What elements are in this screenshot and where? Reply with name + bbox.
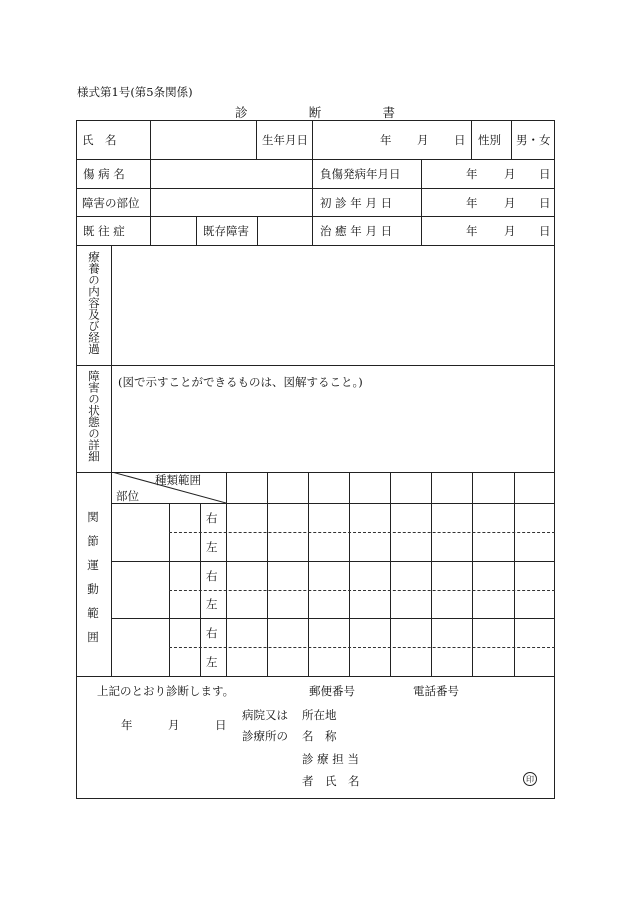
cell-divider bbox=[421, 159, 422, 245]
cell-divider bbox=[150, 120, 151, 159]
injury-onset-date-label: 負傷発病年月日 bbox=[320, 167, 401, 181]
hospital-label-line1: 病院又は bbox=[242, 708, 288, 722]
first-visit-day-unit: 日 bbox=[539, 196, 551, 210]
existing-disability-label: 既存障害 bbox=[203, 224, 249, 238]
address-label: 所在地 bbox=[302, 708, 337, 722]
cell-divider bbox=[312, 159, 313, 245]
name-label: 氏 名 bbox=[82, 133, 117, 147]
row-divider bbox=[76, 159, 555, 160]
postal-code-label: 郵便番号 bbox=[309, 684, 355, 698]
type-range-label: 種類範囲 bbox=[155, 473, 201, 487]
facility-name-label: 名 称 bbox=[302, 729, 337, 743]
seal-mark-icon: 印 bbox=[523, 772, 537, 786]
left-label: 左 bbox=[206, 655, 218, 669]
sex-label: 性別 bbox=[478, 133, 501, 147]
form-code: 様式第1号(第5条関係) bbox=[77, 85, 193, 99]
joint-range-label: 関 節 運 動 範 囲 bbox=[87, 510, 99, 644]
injury-day-unit: 日 bbox=[539, 167, 551, 181]
injury-month-unit: 月 bbox=[504, 167, 516, 181]
first-visit-date-label: 初 診 年 月 日 bbox=[320, 196, 393, 210]
title-char-2: 断 bbox=[308, 105, 322, 120]
grid-dashed-divider bbox=[169, 590, 555, 591]
disability-site-label: 障害の部位 bbox=[82, 196, 140, 210]
right-label: 右 bbox=[206, 511, 218, 525]
cell-divider bbox=[196, 216, 197, 245]
issue-month-unit: 月 bbox=[168, 718, 180, 732]
cell-divider bbox=[111, 245, 112, 676]
left-label: 左 bbox=[206, 540, 218, 554]
disease-name-label: 傷 病 名 bbox=[83, 167, 125, 181]
left-label: 左 bbox=[206, 597, 218, 611]
grid-dashed-divider bbox=[169, 532, 555, 533]
first-visit-year-unit: 年 bbox=[466, 196, 478, 210]
cure-day-unit: 日 bbox=[539, 224, 551, 238]
treatment-content-label: 療養の内容及び経過 bbox=[87, 251, 101, 355]
cure-date-label: 治 癒 年 月 日 bbox=[320, 224, 393, 238]
doctor-label-line2: 者 氏 名 bbox=[302, 774, 360, 788]
injury-year-unit: 年 bbox=[466, 167, 478, 181]
cell-divider bbox=[312, 120, 313, 159]
issue-year-unit: 年 bbox=[121, 718, 133, 732]
phone-number-label: 電話番号 bbox=[413, 684, 459, 698]
cure-month-unit: 月 bbox=[504, 224, 516, 238]
birth-month-unit: 月 bbox=[417, 133, 429, 147]
row-divider bbox=[76, 676, 555, 677]
right-label: 右 bbox=[206, 569, 218, 583]
cell-divider bbox=[257, 216, 258, 245]
birth-date-label: 生年月日 bbox=[262, 133, 308, 147]
title-char-3: 書 bbox=[382, 105, 395, 120]
doctor-label-line1: 診 療 担 当 bbox=[302, 752, 359, 766]
cell-divider bbox=[511, 120, 512, 159]
diagnosis-statement: 上記のとおり診断します。 bbox=[97, 684, 235, 698]
grid-row-divider bbox=[111, 503, 555, 504]
medical-history-label: 既 往 症 bbox=[83, 224, 125, 238]
row-divider bbox=[76, 245, 555, 246]
hospital-label-line2: 診療所の bbox=[242, 729, 288, 743]
grid-row-divider bbox=[111, 561, 555, 562]
birth-day-unit: 日 bbox=[454, 133, 466, 147]
cell-divider bbox=[471, 120, 472, 159]
disability-details-label: 障害の状態の詳細 bbox=[87, 370, 101, 462]
cure-year-unit: 年 bbox=[466, 224, 478, 238]
cell-divider bbox=[256, 120, 257, 159]
part-label: 部位 bbox=[116, 489, 139, 503]
title-char-1: 診 bbox=[235, 105, 248, 120]
issue-day-unit: 日 bbox=[215, 718, 227, 732]
birth-year-unit: 年 bbox=[380, 133, 392, 147]
grid-row-divider bbox=[111, 618, 555, 619]
sex-options: 男・女 bbox=[516, 133, 551, 147]
document-title bbox=[235, 103, 395, 121]
row-divider bbox=[76, 365, 555, 366]
row-divider bbox=[76, 216, 555, 217]
grid-dashed-divider bbox=[169, 647, 555, 648]
first-visit-month-unit: 月 bbox=[504, 196, 516, 210]
diagram-instruction-note: (図で示すことができるものは、図解すること。) bbox=[118, 375, 363, 389]
cell-divider bbox=[150, 159, 151, 245]
row-divider bbox=[76, 188, 555, 189]
right-label: 右 bbox=[206, 626, 218, 640]
